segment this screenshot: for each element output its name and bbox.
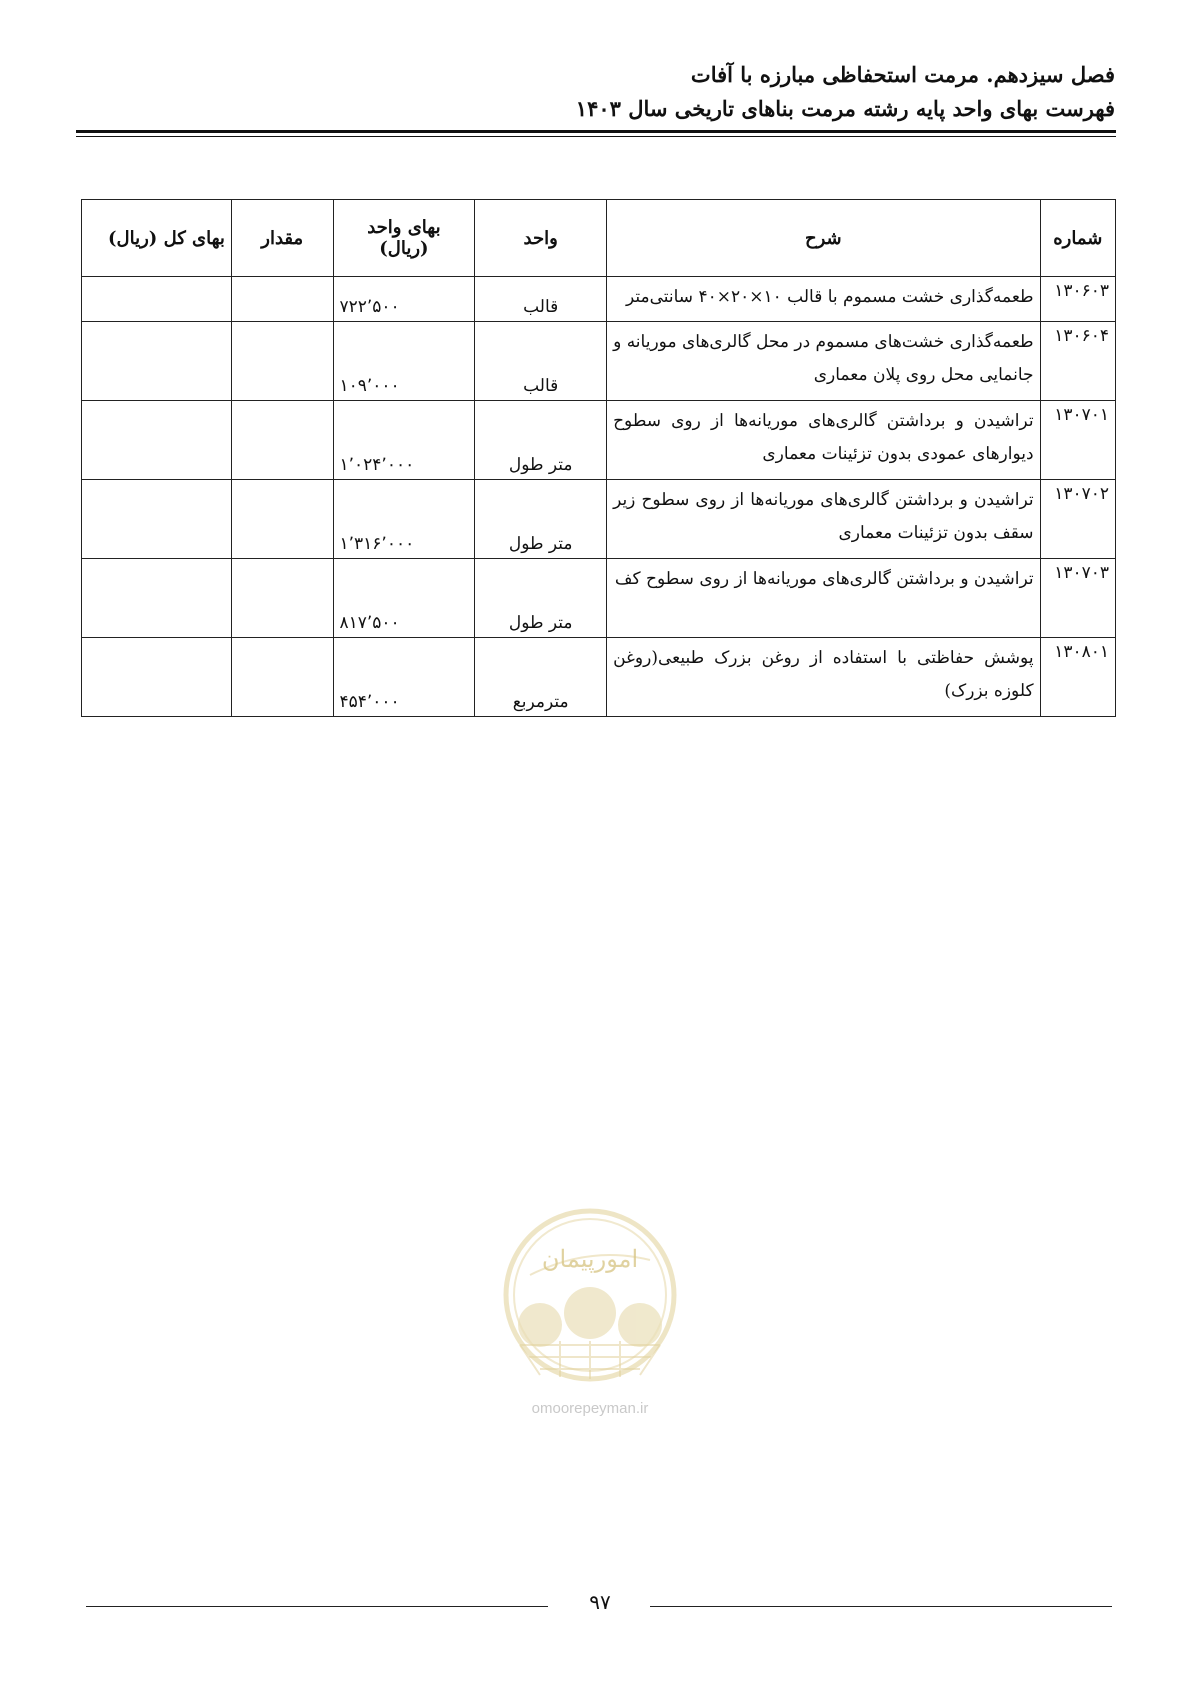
- header-unit-price-label: بهای واحد: [367, 217, 441, 238]
- item-total: [82, 322, 232, 401]
- item-number: ۱۳۰۸۰۱: [1040, 638, 1115, 717]
- watermark-logo-text: امورپیمان: [541, 1245, 639, 1273]
- item-description: تراشیدن و برداشتن گالری‌های موریانه‌ها از روی سطوح دیوارهای عمودی بدون تزئینات معماری: [607, 401, 1041, 480]
- table-row: [82, 401, 1116, 480]
- item-unit-price: ۸۱۷٬۵۰۰: [333, 559, 475, 638]
- item-number: ۱۳۰۷۰۱: [1040, 401, 1115, 480]
- footer-rule-right: [650, 1606, 1112, 1607]
- item-unit: متر طول: [475, 401, 607, 480]
- table-header-row: [82, 200, 1116, 277]
- price-table: [81, 199, 1116, 717]
- item-unit: متر طول: [475, 480, 607, 559]
- item-total: [82, 277, 232, 322]
- item-number: ۱۳۰۷۰۲: [1040, 480, 1115, 559]
- item-number: ۱۳۰۶۰۴: [1040, 322, 1115, 401]
- item-unit: قالب: [475, 277, 607, 322]
- item-unit: متر طول: [475, 559, 607, 638]
- item-total: [82, 559, 232, 638]
- item-unit-price: ۴۵۴٬۰۰۰: [333, 638, 475, 717]
- table-row: [82, 322, 1116, 401]
- item-quantity: [231, 638, 333, 717]
- header-unit-price-currency: (ریال): [379, 238, 429, 259]
- item-unit-price: ۱٬۰۲۴٬۰۰۰: [333, 401, 475, 480]
- header-number: شماره: [1040, 200, 1115, 277]
- item-total: [82, 638, 232, 717]
- header-rule-thick: [76, 130, 1116, 133]
- header-description: شرح: [607, 200, 1041, 277]
- header-unit-price: [333, 200, 475, 277]
- chapter-title: فصل سیزدهم. مرمت استحفاظی مبارزه با آفات: [690, 62, 1115, 87]
- item-number: ۱۳۰۶۰۳: [1040, 277, 1115, 322]
- item-unit: قالب: [475, 322, 607, 401]
- header-total: بهای کل (ریال): [82, 200, 232, 277]
- item-unit: مترمربع: [475, 638, 607, 717]
- watermark-url: omoorepeyman.ir: [531, 1400, 649, 1417]
- header-unit: واحد: [475, 200, 607, 277]
- item-quantity: [231, 322, 333, 401]
- table-row: [82, 559, 1116, 638]
- item-description: پوشش حفاظتی با استفاده از روغن بزرک طبیعی(روغن کلوزه بزرک): [607, 638, 1041, 717]
- logo-emblem-icon: [500, 1205, 680, 1427]
- item-description: طعمه‌گذاری خشت‌های مسموم در محل گالری‌های موریانه و جانمایی محل روی پلان معماری: [607, 322, 1041, 401]
- watermark-logo: [500, 1205, 680, 1427]
- item-number: ۱۳۰۷۰۳: [1040, 559, 1115, 638]
- item-quantity: [231, 480, 333, 559]
- document-title: فهرست بهای واحد پایه رشته مرمت بناهای تاریخی سال ۱۴۰۳: [575, 96, 1115, 121]
- item-unit-price: ۱۰۹٬۰۰۰: [333, 322, 475, 401]
- page-header: [75, 58, 1115, 126]
- item-description: تراشیدن و برداشتن گالری‌های موریانه‌ها از روی سطوح زیر سقف بدون تزئینات معماری: [607, 480, 1041, 559]
- header-rule-thin: [76, 136, 1116, 137]
- table-row: [82, 638, 1116, 717]
- item-unit-price: ۷۲۲٬۵۰۰: [333, 277, 475, 322]
- item-total: [82, 480, 232, 559]
- footer-rule-left: [86, 1606, 548, 1607]
- table-row: [82, 277, 1116, 322]
- header-quantity: مقدار: [231, 200, 333, 277]
- item-quantity: [231, 559, 333, 638]
- item-unit-price: ۱٬۳۱۶٬۰۰۰: [333, 480, 475, 559]
- item-quantity: [231, 401, 333, 480]
- page-number: ۹۷: [589, 1590, 611, 1614]
- table-row: [82, 480, 1116, 559]
- item-total: [82, 401, 232, 480]
- item-description: تراشیدن و برداشتن گالری‌های موریانه‌ها از روی سطوح کف: [607, 559, 1041, 638]
- item-quantity: [231, 277, 333, 322]
- item-description: طعمه‌گذاری خشت مسموم با قالب ۱۰×۲۰×۴۰ سانتی‌متر: [607, 277, 1041, 322]
